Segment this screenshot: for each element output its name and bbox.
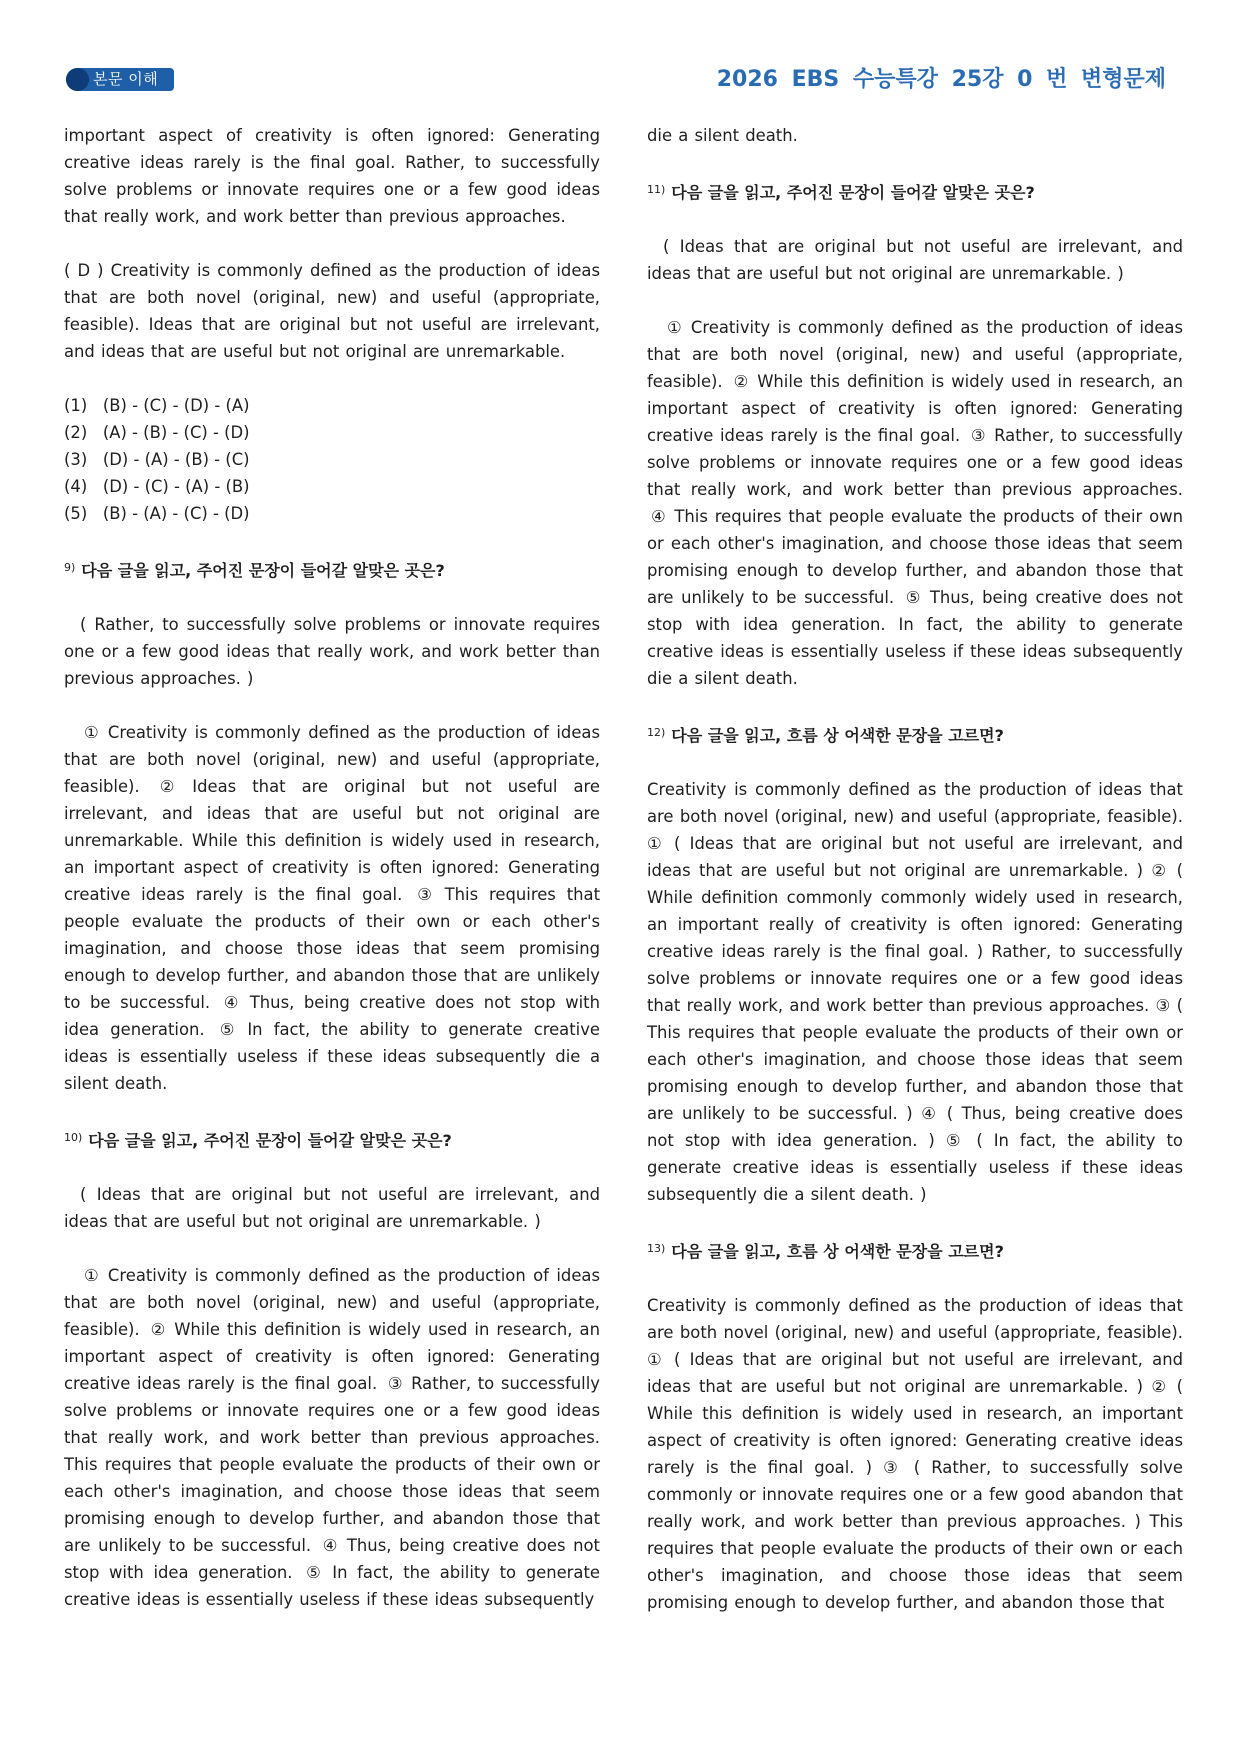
- passage-continuation: die a silent death.: [647, 126, 798, 145]
- q11-sentence-2: While this definition is widely used in research, an important aspect of creativity is often ignored: Generating creative ideas rarely is the final goal.: [647, 372, 1183, 445]
- q10-passage: [64, 1262, 600, 1613]
- half-circle-icon: [66, 68, 89, 91]
- option-2: (2) (A) - (B) - (C) - (D): [64, 423, 250, 442]
- marker-1: ①: [84, 723, 100, 742]
- q11-given-sentence: ( Ideas that are original but not useful are irrelevant, and ideas that are useful but not original are unremarkable. ): [647, 237, 1183, 283]
- marker-1: ①: [84, 1266, 100, 1285]
- question-11-title: [647, 176, 1183, 206]
- marker-2: ②: [1151, 861, 1169, 880]
- q11-passage: [647, 314, 1183, 692]
- answer-options: [64, 392, 600, 527]
- marker-4: ④: [223, 993, 242, 1012]
- marker-1: ①: [667, 318, 683, 337]
- q9-given-sentence: ( Rather, to successfully solve problems or innovate requires one or a few good ideas that really work, and work better than previous approaches. ): [64, 615, 600, 688]
- marker-2: ②: [1151, 1377, 1169, 1396]
- marker-2: ②: [150, 1320, 167, 1339]
- q11-sentence-1: Creativity is commonly defined as the production of ideas that are both novel (original, new) and useful (appropriate, feasible).: [647, 318, 1183, 391]
- question-text: 다음 글을 읽고, 흐름 상 어색한 문장을 고르면?: [671, 726, 1004, 745]
- section-badge: [66, 68, 174, 91]
- marker-1: ①: [647, 834, 665, 853]
- passage-continuation: important aspect of creativity is often ignored: Generating creative ideas rarely is the final goal. Rather, to successfully solve problems or innovate requires one or a few good ideas that really work, and work better than previous approaches.: [64, 126, 600, 226]
- q12-sentence-3: ( This requires that people evaluate the products of their own or each other's imagination, and choose those ideas that seem promising enough to develop further, and abandon those that are unlikely to be successful. ): [647, 996, 1183, 1123]
- paragraph-d: ( D ) Creativity is commonly defined as the production of ideas that are both novel (original, new) and useful (appropriate, feasible). Ideas that are original but not useful are irrelevant, and ideas that are useful but not original are unremarkable.: [64, 261, 600, 361]
- q13-sentence-3: ( Rather, to successfully solve commonly or innovate requires one or a few good abandon that really work, and work better than previous approaches. ) This requires that people evaluate the products of their own or each other's imagination, and choose those ideas that seem promising enough to develop further, and abandon those that: [647, 1458, 1183, 1612]
- q12-sentence-2: ( While definition commonly commonly widely used in research, an important really of creativity is often ignored: Generating creative ideas rarely is the final goal. ) Rather, to successfully solve problems or innovate requires one or a few good ideas that really work, and work better than previous approaches.: [647, 861, 1183, 1015]
- q12-sentence-5: ( In fact, the ability to generate creative ideas is essentially useless if these ideas subsequently die a silent death. ): [647, 1131, 1183, 1204]
- q12-sentence-4: ( Thus, being creative does not stop with idea generation. ): [647, 1104, 1183, 1150]
- q9-sentence-2: Ideas that are original but not useful are irrelevant, and ideas that are useful but not original are unremarkable. While this definition is widely used in research, an important aspect of creativity is often ignored: Generating creative ideas rarely is the final goal.: [64, 777, 600, 904]
- marker-1: ①: [647, 1350, 665, 1369]
- page-header: [66, 62, 1166, 98]
- left-column: [64, 122, 600, 1613]
- question-text: 다음 글을 읽고, 주어진 문장이 들어갈 알맞은 곳은?: [671, 183, 1035, 202]
- question-text: 다음 글을 읽고, 주어진 문장이 들어갈 알맞은 곳은?: [81, 561, 445, 580]
- q9-sentence-1: Creativity is commonly defined as the production of ideas that are both novel (original, new) and useful (appropriate, feasible).: [64, 723, 600, 796]
- question-9-title: [64, 554, 600, 584]
- marker-4: ④: [651, 507, 667, 526]
- option-1: (1) (B) - (C) - (D) - (A): [64, 396, 250, 415]
- question-12-title: [647, 719, 1183, 749]
- marker-3: ③: [387, 1374, 404, 1393]
- marker-3: ③: [417, 885, 437, 904]
- option-3: (3) (D) - (A) - (B) - (C): [64, 450, 250, 469]
- question-13-title: [647, 1235, 1183, 1265]
- q10-sentence-5: In fact, the ability to generate creative ideas is essentially useless if these ideas subsequently: [64, 1563, 600, 1609]
- marker-5: ⑤: [905, 588, 922, 607]
- q10-sentence-4: Thus, being creative does not stop with idea generation.: [64, 1536, 600, 1582]
- page-title: 2026 EBS 수능특강 25강 0 번 변형문제: [716, 67, 1166, 92]
- q12-intro: Creativity is commonly defined as the production of ideas that are both novel (original, new) and useful (appropriate, feasible).: [647, 780, 1183, 826]
- q9-sentence-4: Thus, being creative does not stop with idea generation.: [64, 993, 600, 1039]
- q10-sentence-2: While this definition is widely used in research, an important aspect of creativity is often ignored: Generating creative ideas rarely is the final goal.: [64, 1320, 600, 1393]
- q9-sentence-3: This requires that people evaluate the products of their own or each other's imagination, and choose those ideas that seem promising enough to develop further, and abandon those that are unlikely to be successful.: [64, 885, 601, 1012]
- option-5: (5) (B) - (A) - (C) - (D): [64, 504, 250, 523]
- q9-sentence-5: In fact, the ability to generate creative ideas is essentially useless if these ideas subsequently die a silent death.: [64, 1020, 600, 1093]
- marker-5: ⑤: [219, 1020, 240, 1039]
- marker-3: ③: [883, 1458, 903, 1477]
- q13-intro: Creativity is commonly defined as the production of ideas that are both novel (original, new) and useful (appropriate, feasible).: [647, 1296, 1183, 1342]
- marker-5: ⑤: [945, 1131, 966, 1150]
- question-number: 9): [64, 561, 76, 574]
- q11-sentence-4: This requires that people evaluate the products of their own or each other's imagination, and choose those ideas that seem promising enough to develop further, and abandon those that are unlikely to be successful.: [647, 507, 1183, 607]
- option-4: (4) (D) - (C) - (A) - (B): [64, 477, 250, 496]
- marker-2: ②: [733, 372, 750, 391]
- q13-passage: [647, 1292, 1183, 1616]
- right-column: [647, 122, 1183, 1616]
- q9-passage: [64, 719, 600, 1097]
- q10-given-sentence: ( Ideas that are original but not useful are irrelevant, and ideas that are useful but not original are unremarkable. ): [64, 1185, 600, 1231]
- question-10-title: [64, 1124, 600, 1154]
- question-number: 12): [647, 726, 666, 739]
- marker-3: ③: [1155, 996, 1171, 1015]
- section-badge-label: 본문 이해: [93, 70, 159, 88]
- question-number: 10): [64, 1131, 83, 1144]
- q12-sentence-1: ( Ideas that are original but not useful are irrelevant, and ideas that are useful but not original are unremarkable. ): [647, 834, 1183, 880]
- q11-sentence-5: Thus, being creative does not stop with idea generation. In fact, the ability to generate creative ideas is essentially useless if these ideas subsequently die a silent death.: [647, 588, 1183, 688]
- q10-sentence-1: Creativity is commonly defined as the production of ideas that are both novel (original, new) and useful (appropriate, feasible).: [64, 1266, 600, 1339]
- q11-sentence-3: Rather, to successfully solve problems or innovate requires one or a few good ideas that really work, and work better than previous approaches.: [647, 426, 1183, 499]
- question-number: 11): [647, 183, 666, 196]
- q13-sentence-2: ( While this definition is widely used in research, an important aspect of creativity is often ignored: Generating creative ideas rarely is the final goal. ): [647, 1377, 1183, 1477]
- marker-3: ③: [970, 426, 987, 445]
- marker-2: ②: [159, 777, 185, 796]
- q13-sentence-1: ( Ideas that are original but not useful are irrelevant, and ideas that are useful but not original are unremarkable. ): [647, 1350, 1183, 1396]
- question-number: 13): [647, 1242, 666, 1255]
- q12-passage: [647, 776, 1183, 1208]
- marker-5: ⑤: [306, 1563, 325, 1582]
- question-text: 다음 글을 읽고, 주어진 문장이 들어갈 알맞은 곳은?: [88, 1131, 452, 1150]
- question-text: 다음 글을 읽고, 흐름 상 어색한 문장을 고르면?: [671, 1242, 1004, 1261]
- marker-4: ④: [921, 1104, 939, 1123]
- q10-sentence-3: Rather, to successfully solve problems or innovate requires one or a few good ideas that really work, and work better than previous approaches. This requires that people evaluate the products of their own or each other's imagination, and choose those ideas that seem promising enough to develop further, and abandon those that are unlikely to be successful.: [64, 1374, 600, 1555]
- marker-4: ④: [322, 1536, 339, 1555]
